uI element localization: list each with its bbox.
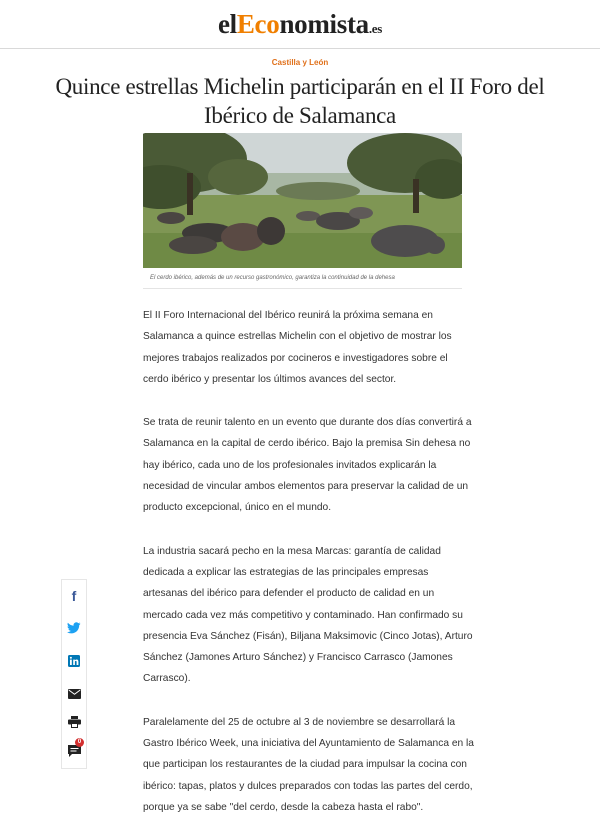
comment-count-badge: 0 [75,738,84,747]
article-paragraph: La industria sacará pecho en la mesa Marcas: garantía de calidad dedicada a explicar las estrategias de las principales empresas artesanas del ibérico para defender el producto de calidad en un mercado cada vez más competitivo y contaminado. Han confirmado su presencia Eva Sánchez (Fisán), Biljana Maksimovic (Cinco Jotas), Arturo Sánchez (Jamones Arturo Sánchez) y Francisco Carrasco (Jamones Carrasco). [143,545,473,685]
share-linkedin-button[interactable] [62,650,86,672]
article-title: Quince estrellas Michelin participarán en el II Foro del Ibérico de Salamanca [55,74,545,128]
facebook-icon [68,589,80,602]
logo-rest: nomista [279,9,369,39]
logo-el: el [217,9,237,39]
linkedin-icon [68,655,80,667]
logo-suffix: .es [368,21,383,36]
logo-accent: Eco [236,9,280,39]
share-bar [61,579,87,769]
article-paragraph: Paralelamente del 25 de octubre al 3 de noviembre se desarrollará la Gastro Ibérico Week, una iniciativa del Ayuntamiento de Salamanca en la que participan los restaurantes de la ciudad para impulsar la cocina con ibérico: tapas, platos y dulces preparados con todas las partes del cerdo, porque ya se sabe "del cerdo, desde la cabeza hasta el rabo". [143,716,474,813]
site-header [0,0,600,49]
article-body [143,305,475,840]
svg-text:f: f [71,588,77,602]
print-button[interactable] [62,711,86,733]
article-paragraph: El II Foro Internacional del Ibérico reunirá la próxima semana en Salamanca a quince estrellas Michelin con el objetivo de mostrar los mejores trabajos realizados por cocineros e investigadores sobre el cerdo ibérico y presentar los últimos avances del sector. [143,310,452,385]
print-icon [68,716,81,728]
share-twitter-button[interactable] [62,617,86,639]
image-caption: El cerdo ibérico, además de un recurso gastronómico, garantiza la continuidad de la dehesa [150,275,395,281]
share-email-button[interactable] [62,683,86,705]
twitter-icon [67,622,81,634]
email-icon [68,689,81,699]
comments-button[interactable] [62,740,86,762]
site-logo[interactable] [218,9,382,40]
share-facebook-button[interactable] [62,584,86,606]
section-label[interactable]: Castilla y León [271,58,329,67]
article-photo [143,133,462,268]
pigs-in-dehesa-illustration [143,133,462,268]
article-paragraph: Se trata de reunir talento en un evento que durante dos días convertirá a Salamanca en la capital de cerdo ibérico. Bajo la premisa Sin dehesa no hay ibérico, cada uno de los profesionales invitados explicarán la necesidad de vincular ambos elementos para preservar la calidad de un producto excepcional, único en el mundo. [143,417,472,514]
caption-divider [143,288,462,289]
